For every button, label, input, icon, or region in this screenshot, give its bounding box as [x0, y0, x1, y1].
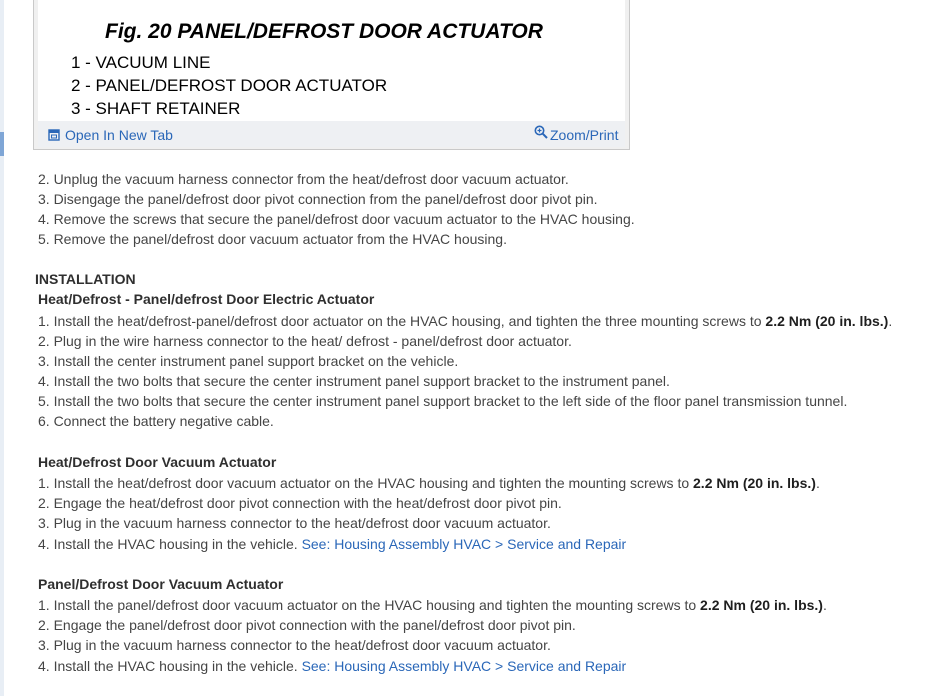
install-step: 3. Install the center instrument panel support bracket on the vehicle. — [38, 353, 459, 369]
install-step: 5. Install the two bolts that secure the center instrument panel support bracket to the left side of the floor panel transmission tunnel. — [38, 393, 848, 409]
install-step: 2. Plug in the wire harness connector to the heat/ defrost - panel/defrost door actuator. — [38, 333, 572, 349]
zoom-icon — [534, 125, 548, 139]
install-step — [38, 657, 626, 675]
install-step-text: . — [822, 597, 827, 613]
housing-assembly-link[interactable]: See: Housing Assembly HVAC > Service and Repair — [301, 658, 627, 674]
install-step: 4. Install the two bolts that secure the center instrument panel support bracket to the instrument panel. — [38, 373, 670, 389]
torque-value: 2.2 Nm (20 in. lbs.) — [700, 597, 823, 613]
heat-vacuum-actuator-heading: Heat/Defrost Door Vacuum Actuator — [38, 454, 277, 470]
zoom-print-label: Zoom/Print — [550, 127, 619, 143]
install-step: 3. Plug in the vacuum harness connector to the heat/defrost door vacuum actuator. — [38, 515, 551, 531]
install-step-text: . — [815, 475, 820, 491]
figure-legend-item: 1 - VACUUM LINE — [71, 53, 211, 72]
left-edge-accent — [0, 132, 4, 156]
install-step-text: 4. Install the HVAC housing in the vehicle. — [38, 658, 302, 674]
installation-heading: INSTALLATION — [35, 271, 136, 287]
zoom-print-link[interactable] — [534, 124, 619, 143]
figure-box — [33, 0, 630, 150]
figure-toolbar — [38, 121, 625, 147]
install-step — [38, 312, 892, 330]
panel-vacuum-actuator-heading: Panel/Defrost Door Vacuum Actuator — [38, 576, 284, 592]
install-step — [38, 596, 827, 614]
open-new-tab-label: Open In New Tab — [65, 127, 173, 143]
install-step-text: 1. Install the heat/defrost door vacuum actuator on the HVAC housing and tighten the mounting screws to — [38, 475, 694, 491]
install-step: 2. Engage the heat/defrost door pivot connection with the heat/defrost door pivot pin. — [38, 495, 562, 511]
removal-step: 2. Unplug the vacuum harness connector from the heat/defrost door vacuum actuator. — [38, 171, 569, 187]
removal-step: 4. Remove the screws that secure the panel/defrost door vacuum actuator to the HVAC housing. — [38, 211, 635, 227]
torque-value: 2.2 Nm (20 in. lbs.) — [765, 313, 889, 329]
install-step-text: 4. Install the HVAC housing in the vehicle. — [38, 536, 302, 552]
torque-value: 2.2 Nm (20 in. lbs.) — [693, 475, 816, 491]
install-step-text: . — [888, 313, 893, 329]
removal-step: 5. Remove the panel/defrost door vacuum actuator from the HVAC housing. — [38, 231, 507, 247]
figure-image — [38, 0, 625, 121]
install-step: 2. Engage the panel/defrost door pivot connection with the panel/defrost door pivot pin. — [38, 617, 576, 633]
install-step — [38, 474, 820, 492]
install-step-text: 1. Install the panel/defrost door vacuum actuator on the HVAC housing and tighten the mounting screws to — [38, 597, 701, 613]
install-step — [38, 535, 626, 553]
figure-title: Fig. 20 PANEL/DEFROST DOOR ACTUATOR — [105, 20, 543, 43]
figure-legend-item: 3 - SHAFT RETAINER — [71, 99, 241, 118]
open-new-tab-link[interactable] — [48, 127, 173, 143]
install-step: 6. Connect the battery negative cable. — [38, 413, 274, 429]
figure-legend-item: 2 - PANEL/DEFROST DOOR ACTUATOR — [71, 76, 388, 95]
housing-assembly-link[interactable]: See: Housing Assembly HVAC > Service and Repair — [301, 536, 627, 552]
install-step-text: 1. Install the heat/defrost-panel/defrost door actuator on the HVAC housing, and tighten the three mounting screws to — [38, 313, 766, 329]
electric-actuator-heading: Heat/Defrost - Panel/defrost Door Electric Actuator — [38, 291, 375, 307]
removal-step: 3. Disengage the panel/defrost door pivot connection from the panel/defrost door pivot pin. — [38, 191, 598, 207]
install-step: 3. Plug in the vacuum harness connector to the heat/defrost door vacuum actuator. — [38, 637, 551, 653]
left-edge-bar — [0, 0, 4, 696]
new-tab-icon — [48, 129, 60, 141]
